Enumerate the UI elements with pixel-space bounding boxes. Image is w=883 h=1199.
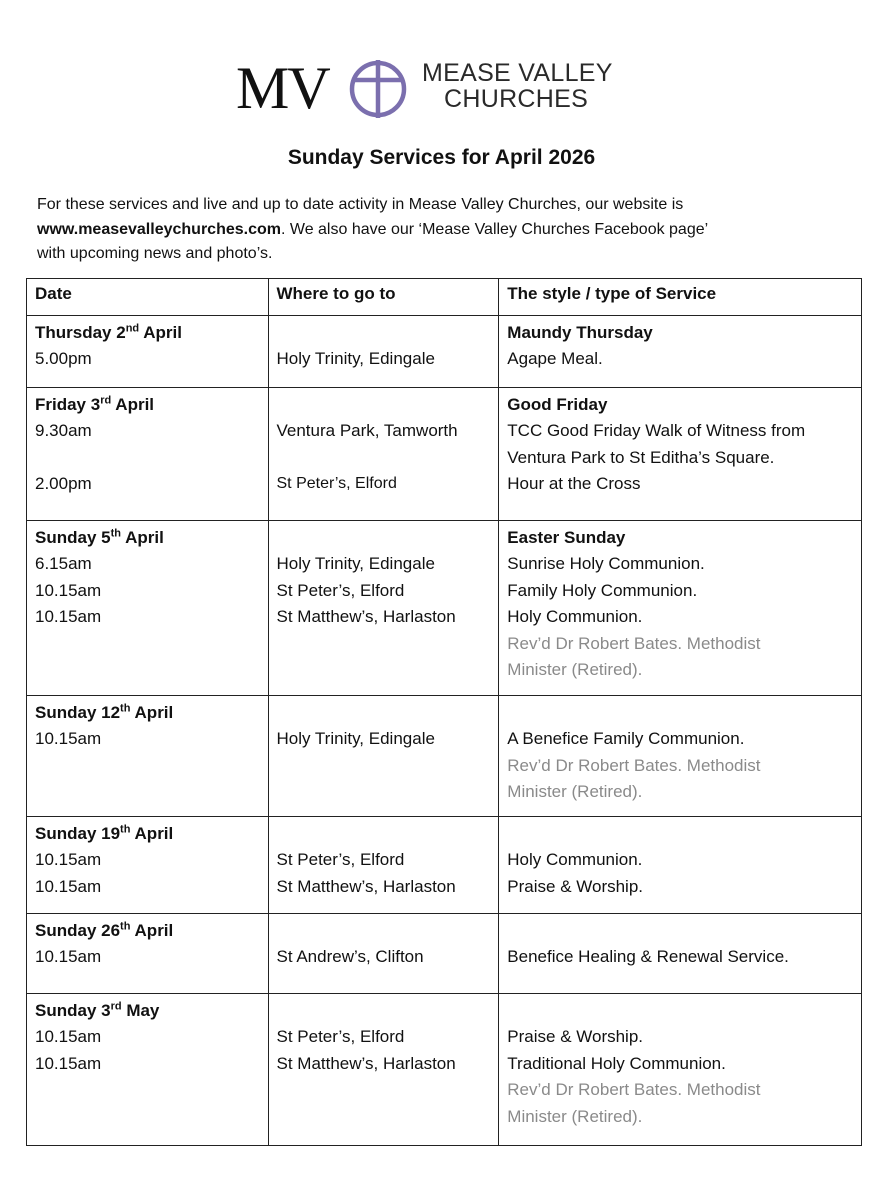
website-link[interactable]: www.measevalleychurches.com	[37, 220, 281, 238]
row-time: 10.15am	[35, 947, 102, 967]
row-time: 10.15am	[35, 729, 102, 749]
intro-paragraph	[37, 193, 837, 267]
row-date: Friday 3rd April	[35, 394, 155, 414]
service-line: Sunrise Holy Communion.	[507, 554, 705, 574]
table-row	[27, 696, 862, 817]
row-place: St Matthew’s, Harlaston	[276, 607, 456, 627]
table-row	[27, 817, 862, 914]
service-cell	[499, 521, 862, 696]
row-place: Ventura Park, Tamworth	[276, 421, 458, 441]
place-cell	[268, 521, 499, 696]
place-cell	[268, 817, 499, 914]
row-place: St Peter’s, Elford	[276, 850, 405, 870]
date-cell	[27, 914, 269, 994]
row-date: Thursday 2nd April	[35, 322, 182, 342]
service-cell	[499, 316, 862, 388]
place-cell	[268, 388, 499, 521]
row-time: 10.15am	[35, 850, 102, 870]
service-line: Holy Communion.	[507, 850, 643, 870]
minister-note: Minister (Retired).	[507, 1106, 643, 1126]
row-time: 10.15am	[35, 1053, 102, 1073]
row-place: Holy Trinity, Edingale	[276, 349, 435, 369]
date-cell	[27, 316, 269, 388]
row-time: 10.15am	[35, 580, 102, 600]
service-title: Easter Sunday	[507, 528, 626, 547]
row-place: St Andrew’s, Clifton	[276, 947, 424, 967]
minister-note: Rev’d Dr Robert Bates. Methodist	[507, 1080, 761, 1100]
services-table	[26, 278, 862, 1146]
service-line: Praise & Worship.	[507, 1027, 644, 1047]
service-title: Maundy Thursday	[507, 323, 653, 342]
header-date: Date	[27, 279, 269, 316]
place-cell	[268, 696, 499, 817]
table-header-row	[27, 279, 862, 316]
service-title: Good Friday	[507, 395, 608, 414]
table-row	[27, 388, 862, 521]
row-place: St Peter’s, Elford	[276, 475, 397, 493]
cross-icon	[346, 56, 410, 120]
logo-line-1: MEASE VALLEY	[422, 59, 613, 87]
service-cell	[499, 696, 862, 817]
date-cell	[27, 994, 269, 1146]
row-place: St Peter’s, Elford	[276, 580, 405, 600]
date-cell	[27, 388, 269, 521]
minister-note: Rev’d Dr Robert Bates. Methodist	[507, 633, 761, 653]
row-place: Holy Trinity, Edingale	[276, 554, 435, 574]
row-time: 10.15am	[35, 607, 102, 627]
logo-line-2: CHURCHES	[444, 85, 589, 113]
row-place: St Peter’s, Elford	[276, 1027, 405, 1047]
service-line: Traditional Holy Communion.	[507, 1053, 726, 1073]
service-cell	[499, 914, 862, 994]
row-time: 6.15am	[35, 554, 92, 574]
service-cell	[499, 388, 862, 521]
date-cell	[27, 817, 269, 914]
service-line: Hour at the Cross	[507, 474, 641, 494]
row-time: 10.15am	[35, 1027, 102, 1047]
minister-note: Minister (Retired).	[507, 782, 643, 802]
service-line: Benefice Healing & Renewal Service.	[507, 947, 789, 967]
service-line: Family Holy Communion.	[507, 580, 698, 600]
place-cell	[268, 316, 499, 388]
table-row	[27, 316, 862, 388]
table-row	[27, 914, 862, 994]
row-date: Sunday 19th April	[35, 823, 174, 843]
intro-line-3: with upcoming news and photo’s.	[37, 245, 273, 262]
intro-line-1: For these services and live and up to date activity in Mease Valley Churches, our website is	[37, 196, 684, 213]
date-cell	[27, 521, 269, 696]
service-line: Agape Meal.	[507, 349, 603, 369]
table-row	[27, 521, 862, 696]
service-cell	[499, 994, 862, 1146]
minister-note: Rev’d Dr Robert Bates. Methodist	[507, 755, 761, 775]
header-style: The style / type of Service	[499, 279, 862, 316]
table-row	[27, 994, 862, 1146]
row-time: 10.15am	[35, 876, 102, 896]
row-time: 2.00pm	[35, 474, 92, 494]
row-date: Sunday 5th April	[35, 527, 164, 547]
service-line: Praise & Worship.	[507, 876, 644, 896]
service-line: Ventura Park to St Editha’s Square.	[507, 447, 775, 467]
row-date: Sunday 26th April	[35, 920, 174, 940]
header-where: Where to go to	[268, 279, 499, 316]
date-cell	[27, 696, 269, 817]
logo-mv-letters: MV	[236, 55, 329, 121]
minister-note: Minister (Retired).	[507, 660, 643, 680]
service-line: TCC Good Friday Walk of Witness from	[507, 421, 806, 441]
page-title: Sunday Services for April 2026	[287, 146, 596, 169]
row-time: 9.30am	[35, 421, 92, 441]
place-cell	[268, 994, 499, 1146]
service-line: Holy Communion.	[507, 607, 643, 627]
logo-wordmark	[422, 60, 613, 112]
service-line: A Benefice Family Communion.	[507, 729, 745, 749]
row-place: Holy Trinity, Edingale	[276, 729, 435, 749]
row-date: Sunday 12th April	[35, 702, 174, 722]
place-cell	[268, 914, 499, 994]
service-cell	[499, 817, 862, 914]
intro-line-2: . We also have our ‘Mease Valley Churches Facebook page’	[280, 220, 709, 238]
row-date: Sunday 3rd May	[35, 1000, 160, 1020]
row-place: St Matthew’s, Harlaston	[276, 876, 456, 896]
row-place: St Matthew’s, Harlaston	[276, 1053, 456, 1073]
mease-valley-logo	[236, 56, 636, 120]
row-time: 5.00pm	[35, 349, 92, 369]
